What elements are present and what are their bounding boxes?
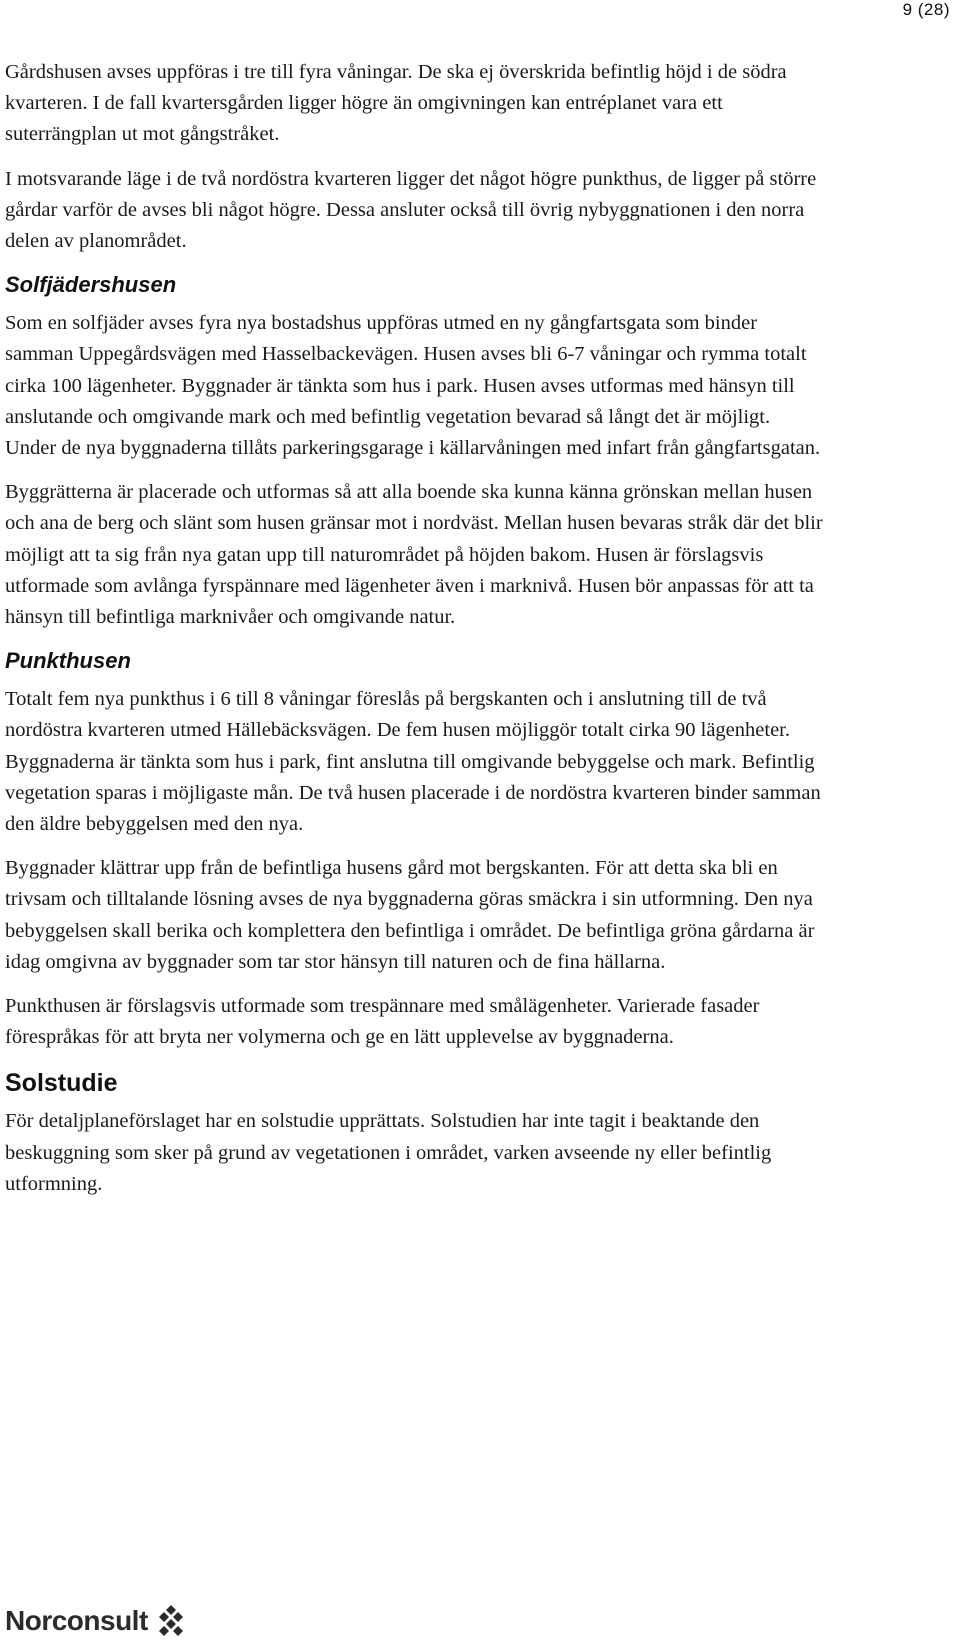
logo-wordmark: Norconsult (5, 1605, 148, 1636)
heading-solstudie: Solstudie (5, 1069, 118, 1098)
heading-punkthusen: Punkthusen (5, 648, 131, 674)
paragraph-solfjader-intro: Som en solfjäder avses fyra nya bostadshus uppföras utmed en ny gångfartsgata som binder samman Uppegårdsvägen med Hasselbackevägen. Husen avses bli 6-7 våningar och rymma totalt cirka 100 lägenheter. Byggnader är tänkta som hus i park. Husen avses utformas med hänsyn till anslutande och omgivande mark och med befintlig vegetation bevarad så långt det är möjligt. Under de nya byggnaderna tillåts parkeringsgarage i källarvåningen med infart från gångfartsgatan. (5, 312, 821, 460)
paragraph-byggnader-klattrar: Byggnader klättrar upp från de befintliga husens gård mot bergskanten. För att detta ska bli en trivsam och tilltalande lösning avses de nya byggnaderna göras smäckra i sin utformning. Den nya bebyggelsen skall berika och komplettera den befintliga i området. De befintliga gröna gårdarna är idag omgivna av byggnader som tar stor hänsyn till naturen och de fina hällarna. (5, 857, 815, 973)
document-body (5, 57, 825, 1213)
paragraph-nordostra-kvarteren: I motsvarande läge i de två nordöstra kvarteren ligger det något högre punkthus, de ligger på större gårdar varför de avses bli något högre. Dessa ansluter också till övrig nybyggnationen i den norra delen av planområdet. (5, 167, 817, 253)
paragraph-punkthus-intro: Totalt fem nya punkthus i 6 till 8 våningar föreslås på bergskanten och i anslutning till de två nordöstra kvarteren utmed Hällebäcksvägen. De fem husen möjliggör totalt cirka 90 lägenheter. Byggnaderna är tänkta som hus i park, fint anslutna till omgivande bebyggelse och mark. Befintlig vegetation sparas i möjligaste mån. De två husen placerade i de nordöstra kvarteren binder samman den äldre bebyggelsen med den nya. (5, 688, 821, 836)
paragraph-gardshusen: Gårdshusen avses uppföras i tre till fyra våningar. De ska ej överskrida befintlig höjd i de södra kvarteren. I de fall kvartersgården ligger högre än omgivningen kan entréplanet vara ett suterrängplan ut mot gångstråket. (5, 61, 787, 146)
diamond-cluster-icon (154, 1604, 188, 1638)
paragraph-byggratterna: Byggrätterna är placerade och utformas så att alla boende ska kunna känna grönskan mellan husen och ana de berg och slänt som husen gränsar mot i nordväst. Mellan husen bevaras stråk där det blir möjligt att ta sig från nya gatan upp till naturområdet på höjden bakom. Husen är förslagsvis utformade som avlånga fyrspännare med lägenheter även i marknivå. Husen bör anpassas för att ta hänsyn till befintliga marknivåer och omgivande natur. (5, 481, 823, 629)
heading-solfjadershusen: Solfjädershusen (5, 272, 177, 298)
paragraph-trespannare: Punkthusen är förslagsvis utformade som trespännare med smålägenheter. Varierade fasader förespråkas för att bryta ner volymerna och ge en lätt upplevelse av byggnaderna. (5, 995, 760, 1049)
paragraph-solstudie: För detaljplaneförslaget har en solstudie upprättats. Solstudien har inte tagit i beaktande den beskuggning som sker på grund av vegetationen i området, varken avseende ny eller befintlig utformning. (5, 1110, 772, 1195)
norconsult-logo (5, 1604, 188, 1638)
page-number: 9 (28) (902, 0, 950, 19)
